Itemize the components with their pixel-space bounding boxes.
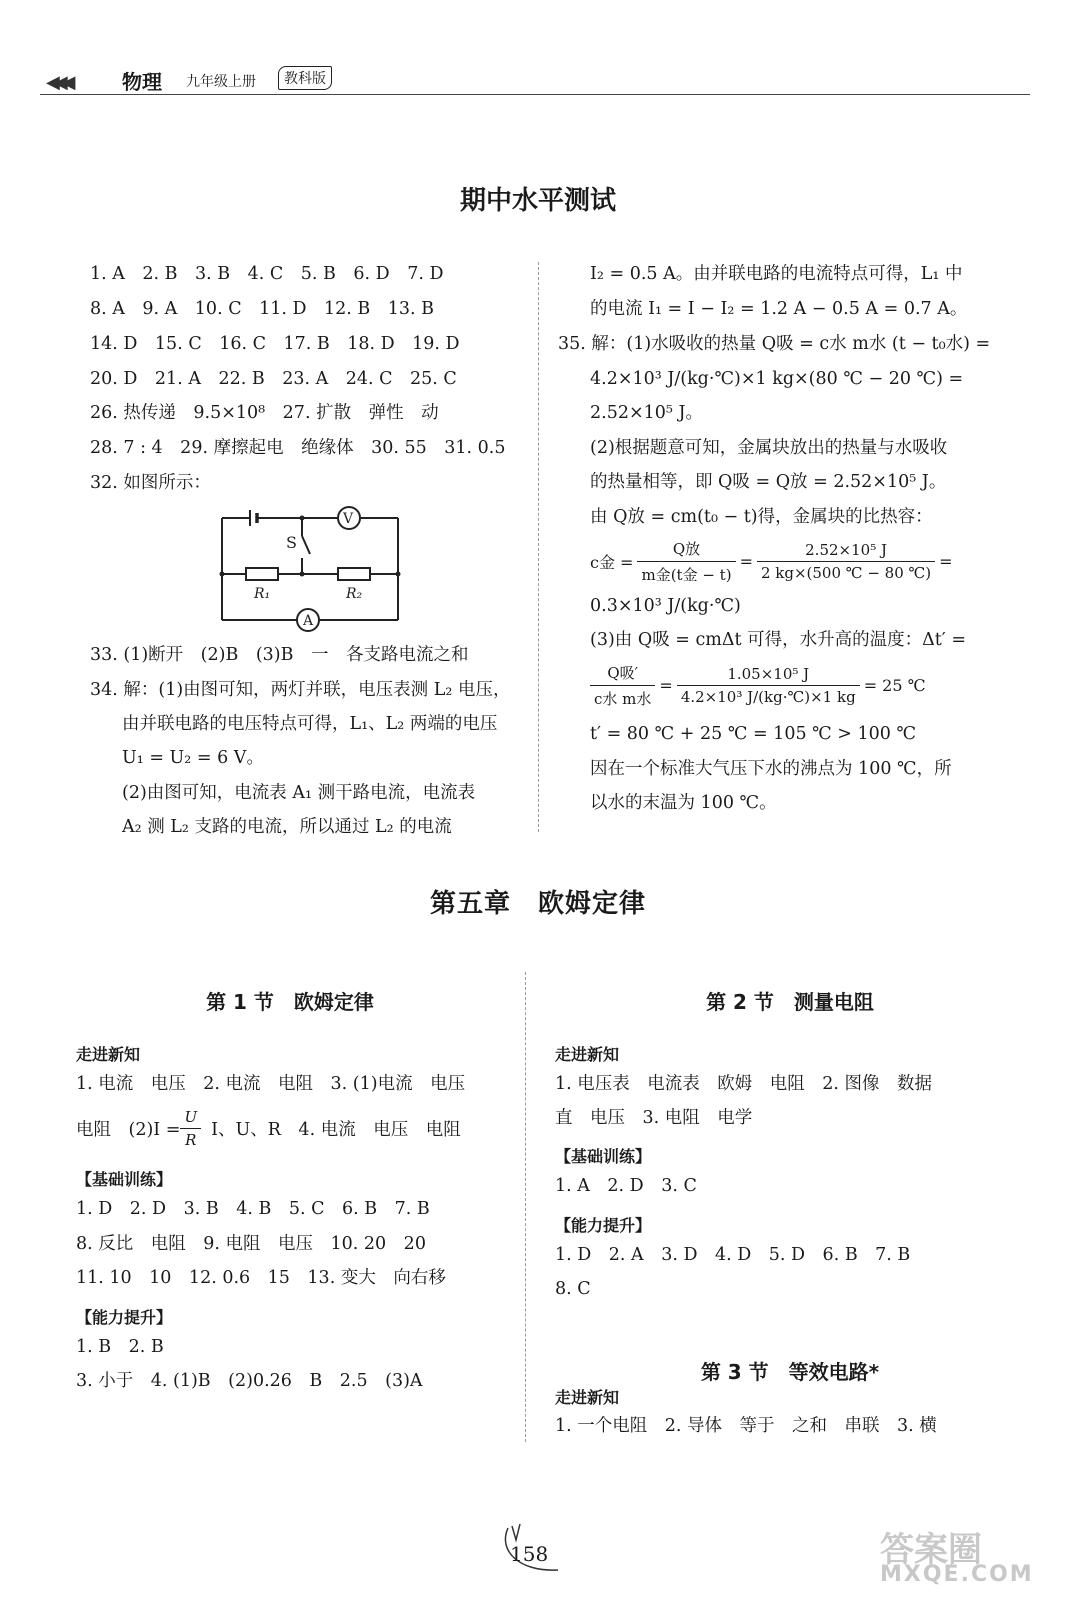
chapter-title: 第五章 欧姆定律	[429, 889, 646, 919]
header-edition: 教科版	[278, 66, 332, 90]
subsection-label: 【基础训练】	[555, 1147, 652, 1166]
header-subject: 物理	[122, 70, 162, 94]
answer-line: U₁ = U₂ = 6 V。	[122, 748, 264, 768]
running-header	[40, 62, 1040, 96]
r2-label: R₂	[346, 586, 363, 602]
subsection-label: 【基础训练】	[76, 1170, 173, 1189]
answer-line: 26. 热传递 9.5×10⁸ 27. 扩散 弹性 动	[90, 403, 439, 423]
r1-label: R₁	[254, 586, 271, 602]
fraction	[757, 541, 935, 582]
subsection-label: 【能力提升】	[555, 1216, 652, 1235]
answer-line: 1. 电流 电压 2. 电流 电阻 3. (1)电流 电压	[76, 1074, 466, 1094]
subsection-label: 【能力提升】	[76, 1308, 173, 1327]
resistor-r2	[338, 568, 370, 580]
answer-line: 0.3×10³ J/(kg·℃)	[590, 596, 741, 616]
subsection-label: 走进新知	[555, 1388, 620, 1407]
answer-line: 1. A 2. B 3. B 4. C 5. B 6. D 7. D	[90, 264, 444, 284]
answer-line: 1. 一个电阻 2. 导体 等于 之和 串联 3. 横	[555, 1416, 937, 1436]
switch-blade	[302, 536, 310, 554]
answer-line: 2.52×10⁵ J。	[590, 403, 703, 423]
fraction-numerator: U	[180, 1108, 201, 1129]
answer-line: (2)由图可知，电流表 A₁ 测干路电流，电流表	[122, 783, 476, 803]
midterm-title: 期中水平测试	[459, 186, 616, 216]
answer-text: 电阻 (2)I =	[76, 1120, 181, 1140]
section-title: 第 2 节 测量电阻	[706, 990, 874, 1014]
answer-line: 由并联电路的电压特点可得，L₁、L₂ 两端的电压	[122, 714, 498, 734]
header-rule	[40, 94, 1030, 95]
answer-line: I₂ = 0.5 A。由并联电路的电流特点可得，L₁ 中	[590, 264, 963, 284]
circuit-diagram	[210, 502, 410, 634]
answer-line: 以水的末温为 100 ℃。	[590, 793, 777, 813]
fraction-denominator: c水 m水	[594, 690, 652, 708]
resistor-r1	[246, 568, 278, 580]
fraction	[590, 662, 655, 709]
answer-line: 34. 解：(1)由图可知，两灯并联，电压表测 L₂ 电压，	[90, 680, 511, 700]
ohms-law-line	[76, 1108, 461, 1149]
answer-line: 1. 电压表 电流表 欧姆 电阻 2. 图像 数据	[555, 1074, 933, 1094]
answer-line: (2)根据题意可知，金属块放出的热量与水吸收	[590, 438, 948, 458]
section-title: 第 1 节 欧姆定律	[206, 990, 374, 1014]
answer-line: 28. 7 : 4 29. 摩擦起电 绝缘体 30. 55 31. 0.5	[90, 438, 506, 458]
fraction-denominator: 4.2×10³ J/(kg·℃)×1 kg	[680, 688, 856, 706]
answer-line: 的热量相等，即 Q吸 = Q放 = 2.52×10⁵ J。	[590, 472, 947, 492]
column-divider	[538, 262, 539, 832]
answer-line: 的电流 I₁ = I − I₂ = 1.2 A − 0.5 A = 0.7 A。	[590, 299, 968, 319]
answer-line: A₂ 测 L₂ 支路的电流，所以通过 L₂ 的电流	[122, 817, 452, 837]
answer-line: 35. 解：(1)水吸收的热量 Q吸 = c水 m水 (t − t₀水) =	[558, 334, 991, 354]
switch-label: S	[286, 533, 297, 552]
page-number: 158	[510, 1542, 549, 1566]
answer-line: 8. 反比 电阻 9. 电阻 电压 10. 20 20	[76, 1234, 426, 1254]
answer-line: 4.2×10³ J/(kg·℃)×1 kg×(80 ℃ − 20 ℃) =	[590, 369, 964, 389]
section-title: 第 3 节 等效电路*	[700, 1360, 880, 1384]
formula-tail: = 25 ℃	[863, 676, 926, 695]
answer-line: t′ = 80 ℃ + 25 ℃ = 105 ℃ > 100 ℃	[590, 724, 917, 744]
subsection-label: 走进新知	[555, 1045, 620, 1064]
voltmeter-label: V	[343, 511, 354, 527]
answer-line: 8. A 9. A 10. C 11. D 12. B 13. B	[90, 299, 435, 319]
watermark-url: MXQE.COM	[880, 1562, 1034, 1587]
formula-tail: =	[939, 552, 953, 571]
answer-line: 1. A 2. D 3. C	[555, 1176, 697, 1196]
header-arrows-icon: ◀◀◀	[46, 72, 70, 93]
formula-lhs: c金 =	[590, 553, 634, 572]
answer-line: 由 Q放 = cm(t₀ − t)得，金属块的比热容：	[590, 507, 933, 527]
fraction-numerator: 1.05×10⁵ J	[677, 665, 860, 686]
answer-line: 因在一个标准大气压下水的沸点为 100 ℃，所	[590, 759, 952, 779]
answer-line: 32. 如图所示：	[90, 473, 211, 493]
answer-line: 3. 小于 4. (1)B (2)0.26 B 2.5 (3)A	[76, 1371, 423, 1391]
watermark-logo: 答案圈	[880, 1530, 982, 1570]
column-divider	[525, 972, 526, 1442]
answer-line: 直 电压 3. 电阻 电学	[555, 1108, 753, 1128]
answer-line: 1. B 2. B	[76, 1337, 164, 1357]
subsection-label: 走进新知	[76, 1045, 141, 1064]
answer-line: 20. D 21. A 22. B 23. A 24. C 25. C	[90, 369, 457, 389]
answer-line: 1. D 2. D 3. B 4. B 5. C 6. B 7. B	[76, 1199, 430, 1219]
answer-line: 8. C	[555, 1279, 591, 1299]
answer-line: 14. D 15. C 16. C 17. B 18. D 19. D	[90, 334, 460, 354]
specific-heat-formula: c金 = $\frac{\text{Q放}}{\text{m金(t金 − t)}}$ = $\frac{\text{2.52×10⁵ J}}{2 kg\times(500 ℃ - 80 ℃)}$ =	[590, 540, 953, 584]
answer-text: I、U、R 4. 电流 电压 电阻	[211, 1120, 461, 1140]
answer-line: (3)由 Q吸 = cmΔt 可得，水升高的温度：Δt′ =	[590, 630, 966, 650]
temperature-rise-formula: $\frac{\text{Q吸′}}{\text{c水 m水}}$ = $\frac{\text{1.05×10⁵ J}}{\text{4.2×10³ J/(kg·℃)×1 kg}}$ = 25 ℃	[590, 662, 930, 709]
answer-line: 11. 10 10 12. 0.6 15 13. 变大 向右移	[76, 1268, 446, 1288]
fraction-denominator: m金(t金 − t)	[641, 566, 732, 584]
answer-line: 1. D 2. A 3. D 4. D 5. D 6. B 7. B	[555, 1245, 911, 1265]
fraction-numerator: Q吸′	[590, 662, 655, 686]
fraction	[677, 665, 860, 706]
ammeter-label: A	[303, 613, 314, 629]
fraction-denominator: 2 kg×(500 ℃ − 80 ℃)	[760, 564, 932, 582]
fraction-denominator: R	[185, 1131, 197, 1149]
fraction	[637, 538, 735, 585]
fraction-numerator: Q放	[637, 538, 735, 562]
fraction-numerator: 2.52×10⁵ J	[757, 541, 935, 562]
fraction	[180, 1108, 201, 1149]
answer-line: 33. (1)断开 (2)B (3)B 一 各支路电流之和	[90, 645, 469, 665]
header-grade: 九年级上册	[186, 74, 256, 90]
